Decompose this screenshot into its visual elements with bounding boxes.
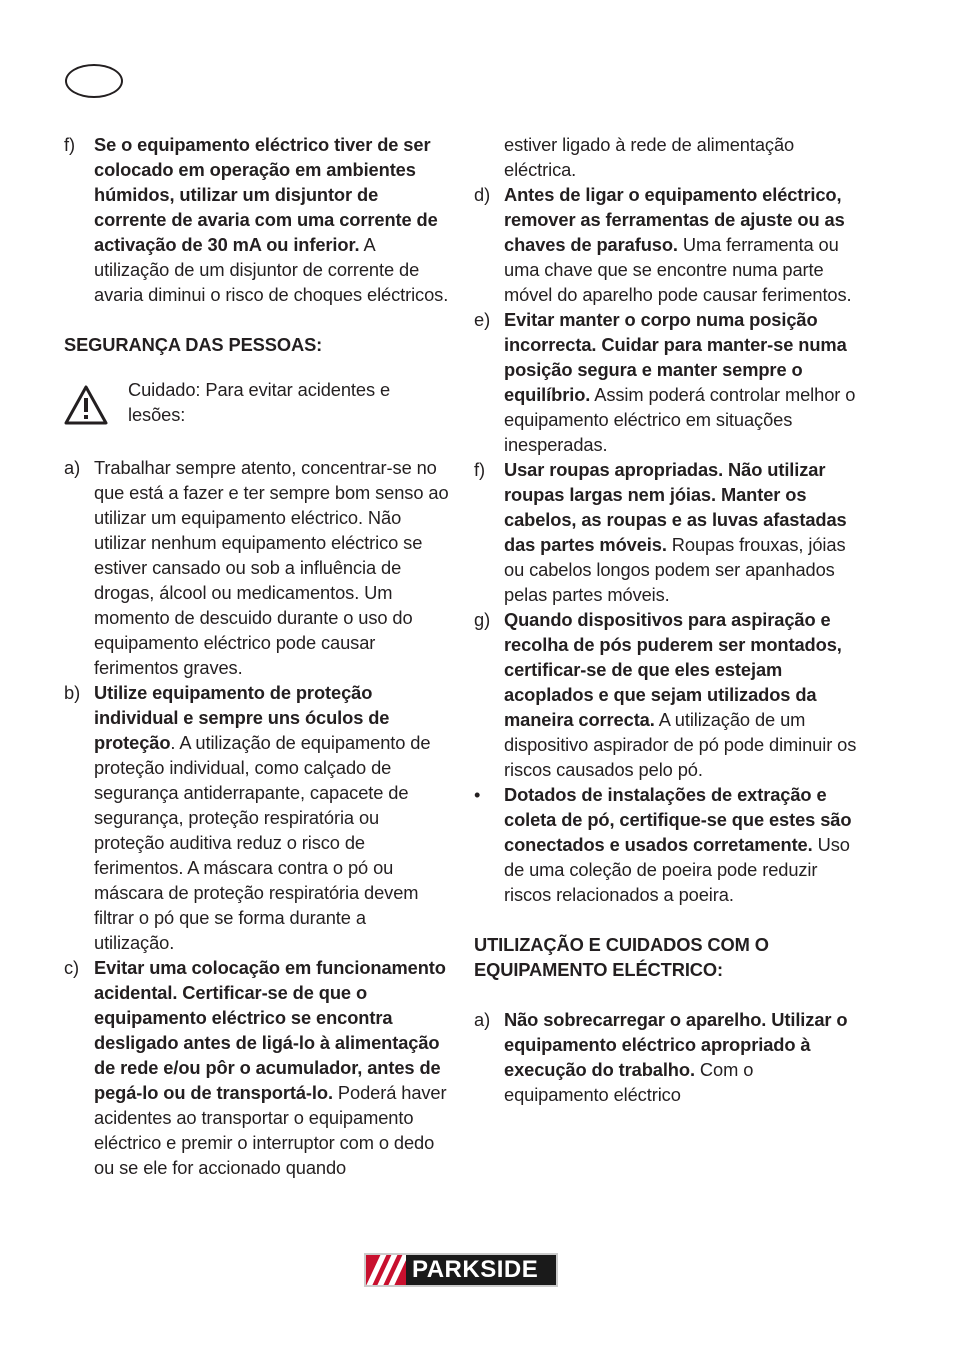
item-bold-text: Antes de ligar o equipamento eléctrico, remover as ferramentas de ajuste ou as chaves de parafuso. xyxy=(504,184,845,255)
item-body xyxy=(504,182,859,307)
item-right-g xyxy=(474,607,859,782)
parkside-logo xyxy=(364,1253,558,1287)
section-heading-personal-safety: SEGURANÇA DAS PESSOAS: xyxy=(64,334,323,355)
item-body xyxy=(504,307,859,457)
item-body xyxy=(94,680,449,955)
item-label: c) xyxy=(64,957,80,978)
item-label: g) xyxy=(474,609,491,630)
warning-triangle-icon xyxy=(64,377,128,430)
item-bold-text: Dotados de instalações de extração e coleta de pó, certifique-se que estes são conectados e usados corretamente. xyxy=(504,784,852,855)
language-indicator-oval xyxy=(65,64,123,98)
item-bold-text: Utilize equipamento de proteção individual e sempre uns óculos de proteção xyxy=(94,682,390,753)
item-label: d) xyxy=(474,184,491,205)
item-body xyxy=(94,132,449,307)
logo-slashes-icon xyxy=(366,1255,406,1285)
item-text: Uma ferramenta ou uma chave que se encontre numa parte móvel do aparelho pode causar ferimentos. xyxy=(504,234,852,305)
item-bold-text: Evitar manter o corpo numa posição incorrecta. Cuidar para manter-se numa posição segura e manter sempre o equilíbrio. xyxy=(504,309,847,405)
item-label: f) xyxy=(474,459,485,480)
section-heading-equipment-use: UTILIZAÇÃO E CUIDADOS COM O EQUIPAMENTO ELÉCTRICO: xyxy=(474,934,769,980)
item-body xyxy=(94,955,449,1180)
continued-text: estiver ligado à rede de alimentação eléctrica. xyxy=(504,134,795,180)
item-body xyxy=(504,1007,859,1107)
item-right-f xyxy=(474,457,859,607)
item-text: Uso de uma coleção de poeira pode reduzir riscos relacionados a poeira. xyxy=(504,834,850,905)
item-left-a xyxy=(64,455,449,680)
item-bold-text: Quando dispositivos para aspiração e recolha de pós puderem ser montados, certificar-se de que eles estejam acoplados e que sejam utilizados da maneira correcta. xyxy=(504,609,842,730)
item-label: f) xyxy=(64,134,75,155)
right-column xyxy=(474,132,859,1107)
item-text: Poderá haver acidentes ao transportar o equipamento eléctrico e premir o interruptor com o dedo ou se ele for accionado quando xyxy=(94,1082,447,1178)
item-text: Trabalhar sempre atento, concentrar-se no que está a fazer e ter sempre bom senso ao utilizar um equipamento eléctrico. Não utilizar nenhum equipamento eléctrico se estiver cansado ou sob a influência de drogas, álcool ou medicamentos. Um momento de descuido durante o uso do equipamento eléctrico pode causar ferimentos graves. xyxy=(94,457,449,678)
item-text: Com o equipamento eléctrico xyxy=(504,1059,754,1105)
bullet-label: • xyxy=(474,784,481,805)
warning-note xyxy=(64,377,449,430)
item-text: A utilização de um dispositivo aspirador de pó pode diminuir os riscos causados pelo pó. xyxy=(504,709,857,780)
item-left-b xyxy=(64,680,449,955)
item-right-a xyxy=(474,1007,859,1107)
item-bold-text: Não sobrecarregar o aparelho. Utilizar o equipamento eléctrico apropriado à execução do trabalho. xyxy=(504,1009,848,1080)
warning-text: Cuidado: Para evitar acidentes e lesões: xyxy=(128,379,391,425)
item-right-e xyxy=(474,307,859,457)
item-bold-text: Se o equipamento eléctrico tiver de ser colocado em operação em ambientes húmidos, utilizar um disjuntor de corrente de avaria com uma corrente de activação de 30 mA ou inferior. xyxy=(94,134,438,255)
item-body xyxy=(504,607,859,782)
item-left-f xyxy=(64,132,449,307)
item-label: a) xyxy=(474,1009,491,1030)
item-label: a) xyxy=(64,457,81,478)
item-text: A utilização de um disjuntor de corrente de avaria diminui o risco de choques eléctricos. xyxy=(94,234,449,305)
logo-text: PARKSIDE xyxy=(412,1256,539,1283)
item-right-d xyxy=(474,182,859,307)
left-column xyxy=(64,132,449,1180)
item-text: . A utilização de equipamento de proteção individual, como calçado de segurança antiderrapante, capacete de segurança, proteção respiratória ou proteção auditiva reduz o risco de ferimentos. A máscara contra o pó ou máscara de proteção respiratória devem filtrar o pó que se forma durante a utilização. xyxy=(94,732,431,953)
item-text: Assim poderá controlar melhor o equipamento eléctrico em situações inesperadas. xyxy=(504,384,856,455)
item-right-bullet xyxy=(474,782,859,907)
item-left-c xyxy=(64,955,449,1180)
item-text: Roupas frouxas, jóias ou cabelos longos podem ser apanhados pelas partes móveis. xyxy=(504,534,846,605)
item-body xyxy=(504,782,859,907)
item-bold-text: Evitar uma colocação em funcionamento acidental. Certificar-se de que o equipamento eléctrico se encontra desligado antes de ligá-lo à alimentação de rede e/ou pôr o acumulador, antes de pegá-lo ou de transportá-lo. xyxy=(94,957,446,1103)
item-bold-text: Usar roupas apropriadas. Não utilizar roupas largas nem jóias. Manter os cabelos, as roupas e as luvas afastadas das partes móveis. xyxy=(504,459,847,555)
item-label: e) xyxy=(474,309,491,330)
item-label: b) xyxy=(64,682,81,703)
item-body xyxy=(504,457,859,607)
